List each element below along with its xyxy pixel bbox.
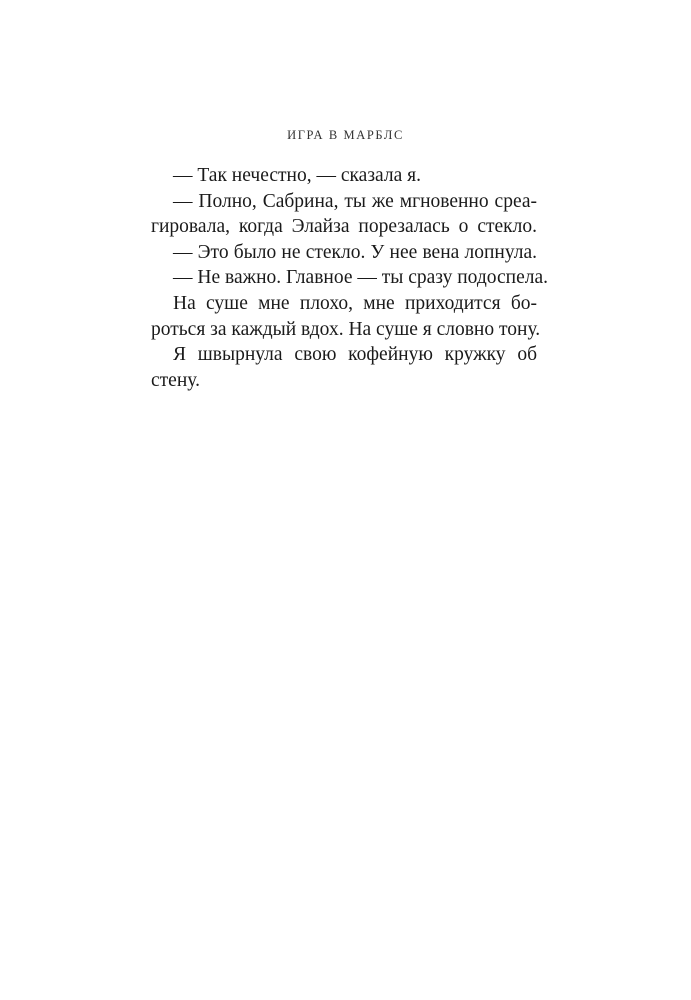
body-text: [151, 163, 548, 393]
text-line: На суше мне плохо, мне приходится бо-: [173, 292, 537, 314]
running-head: ИГРА В МАРБЛС: [287, 128, 404, 142]
text-line: роться за каждый вдох. На суше я словно тону.: [151, 318, 541, 340]
text-line: — Так нечестно, — сказала я.: [173, 165, 421, 186]
text-line: — Не важно. Главное — ты сразу подоспела.: [173, 267, 548, 289]
text-line: стену.: [151, 369, 200, 391]
text-line: — Это было не стекло. У нее вена лопнула.: [173, 241, 537, 263]
text-line: Я швырнула свою кофейную кружку об: [173, 344, 537, 366]
text-line: гировала, когда Элайза порезалась о стекло.: [151, 216, 537, 238]
text-line: — Полно, Сабрина, ты же мгновенно среа-: [173, 190, 537, 212]
